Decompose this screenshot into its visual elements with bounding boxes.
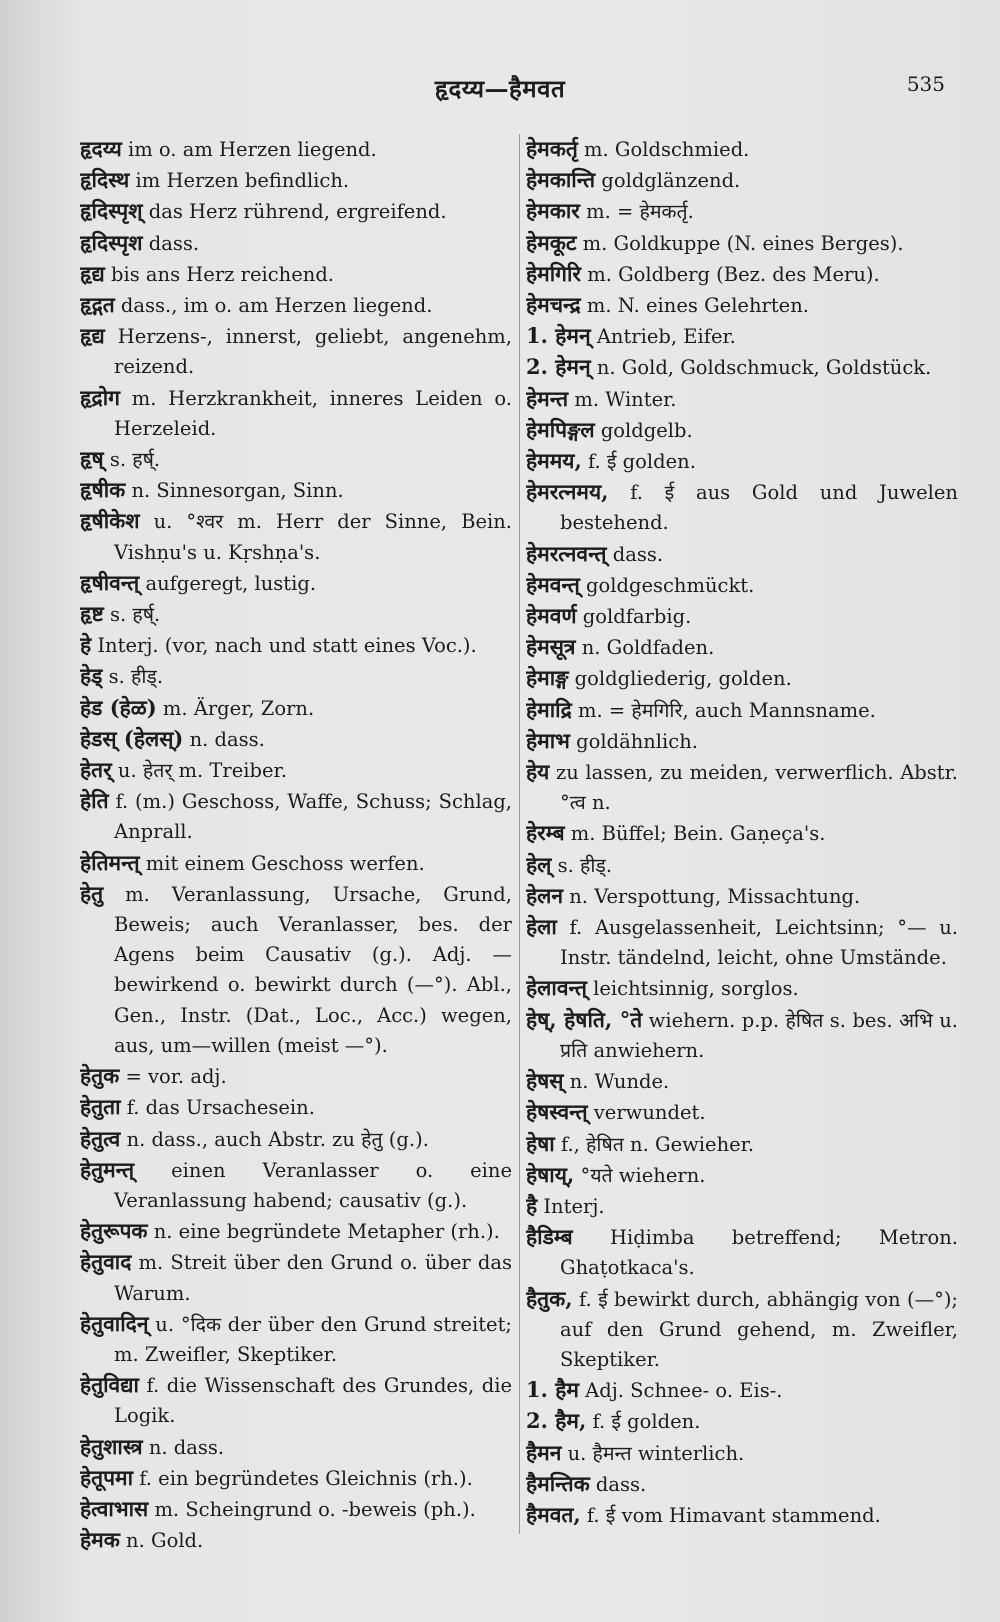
entry-headword: हृद्रोग — [80, 384, 120, 410]
entry-headword: हेमवर्ण — [526, 603, 577, 629]
dictionary-entry — [526, 352, 958, 383]
entry-headword: 1. हेमन् — [526, 323, 591, 349]
dictionary-entry — [526, 726, 958, 757]
entry-definition: f. Ausgelassenheit, Leichtsinn; °— u. Instr. tändelnd, leicht, ohne Umstände. — [560, 916, 958, 970]
column-divider — [519, 134, 520, 1534]
entry-definition: Hiḍimba betreffend; Metron. Ghaṭotkaca's. — [560, 1226, 958, 1280]
dictionary-entry — [526, 818, 958, 849]
entry-headword: 1. हैम — [526, 1377, 579, 1403]
entry-definition: n. Verspottung, Missachtung. — [569, 884, 861, 908]
page-header — [0, 66, 1000, 106]
dictionary-entry — [80, 290, 512, 321]
dictionary-entry — [80, 661, 512, 692]
entry-headword: हेमकान्ति — [526, 167, 596, 193]
entry-definition: dass. — [612, 542, 664, 566]
entry-headword: हृषीवन्त् — [80, 569, 140, 595]
dictionary-entry — [526, 1005, 958, 1066]
dictionary-entry — [526, 1375, 958, 1406]
dictionary-entry — [526, 1406, 958, 1437]
entry-definition: f. die Wissenschaft des Grundes, die Logik. — [114, 1374, 512, 1428]
entry-definition: m. Goldschmied. — [584, 138, 750, 161]
entry-definition: im o. am Herzen liegend. — [127, 138, 377, 161]
dictionary-entry — [526, 1500, 958, 1531]
entry-headword: हृद्य — [80, 323, 105, 349]
entry-headword: हेषस् — [526, 1068, 564, 1094]
entry-definition: goldgeschmückt. — [586, 573, 755, 597]
entry-definition: u. हैमन्त winterlich. — [567, 1441, 745, 1465]
dictionary-entry — [80, 1155, 512, 1216]
entry-definition: goldgelb. — [600, 418, 693, 442]
dictionary-entry — [526, 165, 958, 196]
entry-headword: हेड् — [80, 663, 103, 689]
entry-headword: हृद्गत — [80, 292, 115, 318]
dictionary-entry — [526, 1469, 958, 1500]
right-column — [526, 134, 958, 1531]
entry-definition: f. ई golden. — [592, 1410, 701, 1434]
dictionary-entry — [526, 539, 958, 570]
entry-headword: हेमाभ — [526, 727, 570, 753]
dictionary-entry — [526, 290, 958, 321]
dictionary-entry — [526, 321, 958, 352]
entry-definition: m. Goldberg (Bez. des Meru). — [587, 262, 880, 286]
entry-definition: m. Streit über den Grund o. über das Warum. — [114, 1251, 512, 1305]
dictionary-entry — [526, 570, 958, 601]
entry-headword: हेषा — [526, 1130, 555, 1156]
dictionary-entry — [80, 693, 512, 724]
entry-headword: हेला — [526, 914, 557, 940]
entry-headword: हैमन्तिक — [526, 1470, 590, 1496]
entry-headword: हेमाद्रि — [526, 696, 572, 722]
dictionary-entry — [526, 601, 958, 632]
entry-headword: हेमाङ्ग — [526, 665, 569, 691]
entry-definition: f. ई bewirkt durch, abhängig von (—°); auf den Grund gehend, m. Zweifler, Skeptiker. — [560, 1287, 958, 1371]
entry-headword: हेमसूत्र — [526, 634, 576, 660]
dictionary-entry — [526, 134, 958, 165]
dictionary-entry — [80, 475, 512, 506]
entry-definition: f. ई aus Gold und Juwelen bestehend. — [560, 481, 958, 535]
entry-headword: हैतुक, — [526, 1285, 573, 1311]
entry-headword: हृदिस्थ — [80, 167, 130, 193]
entry-headword: हैडिम्ब — [526, 1224, 573, 1250]
dictionary-entry — [526, 1438, 958, 1469]
dictionary-entry — [80, 196, 512, 227]
entry-headword: हेमक — [80, 1527, 120, 1553]
dictionary-entry — [526, 850, 958, 881]
dictionary-entry — [80, 444, 512, 475]
entry-headword: हेलन — [526, 882, 564, 908]
entry-definition: s. हर्ष्. — [109, 448, 161, 472]
entry-headword: हेममय, — [526, 448, 582, 474]
entry-headword: हेतुता — [80, 1094, 121, 1120]
dictionary-entry — [80, 1061, 512, 1092]
entry-headword: हेतूपमा — [80, 1464, 134, 1490]
entry-definition: n. dass. — [148, 1435, 225, 1459]
entry-headword: हेमवन्त् — [526, 571, 580, 597]
entry-headword: हेत्वाभास — [80, 1495, 149, 1521]
entry-definition: u. हेतर् m. Treiber. — [117, 759, 287, 783]
entry-definition: dass. — [148, 231, 200, 255]
entry-definition: goldfarbig. — [582, 605, 692, 629]
dictionary-entry — [526, 1097, 958, 1128]
entry-definition: Herzens-, innerst, geliebt, angenehm, reizend. — [114, 325, 512, 379]
dictionary-entry — [80, 1463, 512, 1494]
entry-headword: हृदिस्पृश् — [80, 198, 143, 224]
dictionary-entry — [526, 415, 958, 446]
dictionary-entry — [526, 228, 958, 259]
dictionary-entry — [80, 630, 512, 661]
entry-definition: s. हीड्. — [557, 853, 613, 877]
entry-definition: aufgeregt, lustig. — [145, 571, 317, 595]
entry-headword: हेड (हेळ) — [80, 694, 157, 720]
entry-headword: 2. हेमन् — [526, 354, 591, 380]
entry-headword: हेमचन्द्र — [526, 292, 581, 318]
entry-definition: f. das Ursachesein. — [126, 1096, 315, 1120]
left-column — [80, 134, 512, 1556]
entry-headword: हृषीक — [80, 477, 126, 503]
entry-headword: 2. हैम, — [526, 1408, 587, 1434]
entry-definition: dass. — [595, 1472, 647, 1496]
entry-headword: हेतुवाद — [80, 1249, 132, 1275]
dictionary-entry — [526, 384, 958, 415]
entry-headword: हेतुशास्त्र — [80, 1433, 143, 1459]
dictionary-entry — [526, 973, 958, 1004]
entry-definition: n. Wunde. — [569, 1070, 670, 1094]
entry-headword: हेतिमन्त् — [80, 849, 140, 875]
entry-headword: हैमन — [526, 1439, 562, 1465]
entry-definition: einen Veranlasser o. eine Veranlassung habend; causativ (g.). — [114, 1158, 512, 1212]
entry-headword: हेमन्त — [526, 385, 569, 411]
entry-headword: हेरम्ब — [526, 820, 565, 846]
entry-headword: हृषीकेश — [80, 508, 140, 534]
entry-definition: m. Winter. — [574, 387, 677, 411]
entry-definition: n. dass., auch Abstr. zu हेतु (g.). — [126, 1127, 429, 1151]
entry-definition: s. हीड्. — [108, 665, 164, 689]
entry-definition: Interj. — [543, 1194, 605, 1218]
dictionary-entry — [80, 1216, 512, 1247]
dictionary-entry — [80, 228, 512, 259]
entry-headword: हेति — [80, 788, 109, 814]
entry-headword: हृष् — [80, 446, 104, 472]
entry-definition: u. °श्वर m. Herr der Sinne, Bein. Vishṇu's u. Kṛshṇa's. — [114, 510, 512, 564]
entry-definition: f. ein begründetes Gleichnis (rh.). — [139, 1466, 473, 1490]
entry-definition: wiehern. p.p. हेषित s. bes. अभि u. प्रति anwiehern. — [560, 1008, 958, 1062]
entry-definition: m. Herzkrankheit, inneres Leiden o. Herzeleid. — [114, 386, 512, 440]
entry-headword: हे — [80, 632, 92, 658]
dictionary-entry — [80, 755, 512, 786]
dictionary-entry — [80, 1124, 512, 1155]
entry-headword: हेमपिङ्गल — [526, 416, 595, 442]
dictionary-entry — [80, 599, 512, 630]
entry-definition: n. eine begründete Metapher (rh.). — [153, 1220, 500, 1244]
entry-definition: n. Gold. — [126, 1529, 204, 1553]
dictionary-entry — [80, 879, 512, 1061]
dictionary-entry — [80, 1309, 512, 1370]
entry-headword: हेमकर्तृ — [526, 136, 578, 161]
entry-headword: हृदिस्पृश — [80, 229, 143, 255]
entry-definition: °यते wiehern. — [580, 1163, 706, 1187]
entry-headword: हृद्य — [80, 260, 105, 286]
entry-definition: zu lassen, zu meiden, verwerflich. Abstr. °त्व n. — [555, 761, 958, 815]
dictionary-entry — [526, 446, 958, 477]
dictionary-entry — [80, 848, 512, 879]
entry-definition: Interj. (vor, nach und statt eines Voc.). — [97, 634, 477, 658]
entry-definition: f. ई vom Himavant stammend. — [586, 1503, 881, 1527]
entry-headword: हृदय्य — [80, 136, 122, 161]
dictionary-entry — [80, 506, 512, 567]
dictionary-entry — [526, 1129, 958, 1160]
dictionary-entry — [526, 632, 958, 663]
dictionary-entry — [526, 1191, 958, 1222]
entry-headword: हेतुविद्या — [80, 1372, 139, 1398]
entry-headword: है — [526, 1192, 538, 1218]
dictionary-entry — [80, 568, 512, 599]
entry-definition: goldglänzend. — [601, 169, 741, 193]
entry-headword: हेतुत्व — [80, 1125, 121, 1151]
dictionary-entry — [526, 695, 958, 726]
entry-headword: हेमकूट — [526, 229, 577, 255]
entry-headword: हेलावन्त् — [526, 975, 587, 1001]
entry-definition: m. Scheingrund o. -beweis (ph.). — [154, 1497, 476, 1521]
entry-definition: m. = हेमगिरि, auch Mannsname. — [577, 698, 876, 722]
dictionary-entry — [80, 1432, 512, 1463]
dictionary-entry — [526, 757, 958, 818]
entry-definition: m. = हेमकर्तृ. — [586, 200, 694, 224]
entry-headword: हृष्ट — [80, 601, 104, 627]
entry-headword: हैमवत, — [526, 1501, 581, 1527]
entry-headword: हेमरत्नवन्त् — [526, 540, 607, 566]
entry-definition: Adj. Schnee- o. Eis-. — [585, 1379, 783, 1403]
dictionary-entry — [526, 912, 958, 973]
dictionary-entry — [80, 1247, 512, 1308]
entry-definition: = vor. adj. — [125, 1065, 227, 1089]
entry-definition: goldähnlich. — [576, 729, 698, 753]
entry-headword: हेष्, हेषति, °ते — [526, 1006, 643, 1032]
dictionary-entry — [80, 786, 512, 847]
entry-definition: im Herzen befindlich. — [135, 169, 350, 193]
entry-definition: u. °दिक der über den Grund streitet; m. Zweifler, Skeptiker. — [114, 1312, 512, 1366]
entry-headword: हेषाय्, — [526, 1161, 575, 1187]
dictionary-entry — [526, 196, 958, 227]
dictionary-entry — [526, 259, 958, 290]
entry-definition: m. Ärger, Zorn. — [162, 696, 315, 720]
entry-definition: leichtsinnig, sorglos. — [593, 977, 799, 1001]
entry-headword: हेतुवादिन् — [80, 1310, 149, 1336]
dictionary-entry — [80, 383, 512, 444]
entry-headword: हेतर् — [80, 757, 112, 783]
entry-definition: n. dass. — [189, 727, 265, 751]
dictionary-entry — [80, 134, 512, 165]
entry-definition: mit einem Geschoss werfen. — [145, 851, 425, 875]
entry-headword: हेमरत्नमय, — [526, 479, 609, 505]
dictionary-entry — [80, 321, 512, 382]
entry-definition: m. Büffel; Bein. Gaṇeça's. — [570, 822, 826, 846]
dictionary-entry — [526, 1160, 958, 1191]
entry-definition: s. हर्ष्. — [110, 603, 161, 627]
entry-definition: f. (m.) Geschoss, Waffe, Schuss; Schlag, Anprall. — [114, 790, 512, 844]
entry-headword: हेतुमन्त् — [80, 1156, 135, 1182]
entry-definition: m. Veranlassung, Ursache, Grund, Beweis; auch Veranlasser, bes. der Agens beim Causativ (g.). Adj. —bewirkend o. bewirkt durch (—°). Abl., Gen., Instr. (Dat., Loc., Acc.) wegen, aus, um—willen (meist —°). — [114, 882, 512, 1057]
running-head: हृदय्य—हैमवत — [434, 74, 566, 103]
entry-definition: m. Goldkuppe (N. eines Berges). — [582, 231, 904, 255]
entry-headword: हेमगिरि — [526, 260, 581, 286]
page-number: 535 — [906, 72, 945, 96]
dictionary-entry — [80, 259, 512, 290]
entry-headword: हेडस् (हेलस्) — [80, 725, 184, 751]
entry-definition: m. N. eines Gelehrten. — [586, 294, 809, 318]
dictionary-entry — [80, 1370, 512, 1431]
entry-definition: verwundet. — [593, 1101, 706, 1125]
entry-headword: हेतुरूपक — [80, 1218, 148, 1244]
dictionary-entry — [80, 724, 512, 755]
entry-definition: goldgliederig, golden. — [574, 667, 792, 691]
entry-headword: हेमकार — [526, 198, 580, 224]
dictionary-entry — [80, 1525, 512, 1556]
dictionary-entry — [526, 477, 958, 538]
dictionary-entry — [80, 1092, 512, 1123]
entry-headword: हेतु — [80, 880, 104, 906]
entry-headword: हेय — [526, 759, 550, 785]
entry-definition: f. ई golden. — [587, 450, 696, 474]
dictionary-entry — [526, 881, 958, 912]
entry-headword: हेतुक — [80, 1063, 120, 1089]
entry-headword: हेषस्वन्त् — [526, 1099, 588, 1125]
dictionary-entry — [526, 663, 958, 694]
entry-definition: n. Gold, Goldschmuck, Goldstück. — [596, 356, 932, 380]
entry-definition: f., हेषित n. Gewieher. — [560, 1132, 755, 1156]
dictionary-entry — [80, 1494, 512, 1525]
entry-headword: हेल् — [526, 851, 552, 877]
entry-definition: n. Goldfaden. — [581, 636, 715, 660]
entry-definition: dass., im o. am Herzen liegend. — [120, 294, 433, 318]
entry-definition: n. Sinnesorgan, Sinn. — [131, 479, 344, 503]
entry-definition: Antrieb, Eifer. — [596, 325, 736, 349]
dictionary-entry — [526, 1222, 958, 1283]
dictionary-entry — [526, 1066, 958, 1097]
entry-definition: das Herz rührend, ergreifend. — [148, 200, 447, 224]
dictionary-entry — [526, 1284, 958, 1376]
entry-definition: bis ans Herz reichend. — [110, 262, 334, 286]
dictionary-entry — [80, 165, 512, 196]
